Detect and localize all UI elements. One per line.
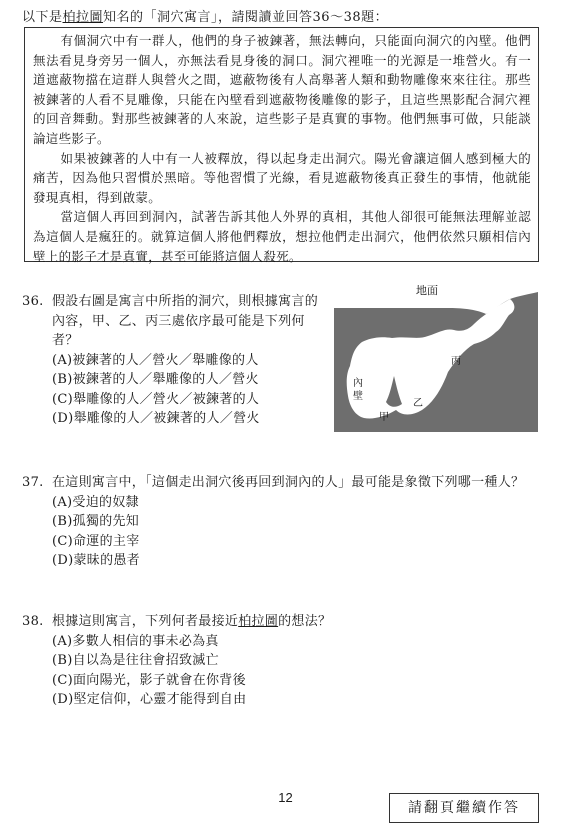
allegory-passage [24, 27, 539, 262]
question-body [52, 473, 542, 571]
inner-wall-label-2: 壁 [353, 391, 363, 402]
passage-paragraph: 當這個人再回到洞內，試著告訴其他人外界的真相，其他人卻很可能無法理解並認為這個人是瘋狂的。就算這個人將他們釋放，想拉他們走出洞穴，他們依然只願相信內壁上的影子才是真實，甚至可能將這個人殺死。 [33, 209, 531, 264]
passage-paragraph: 有個洞穴中有一群人，他們的身子被鍊著，無法轉向，只能面向洞穴的內壁。他們無法看見身旁另一個人，亦無法看見身後的洞口。洞穴裡唯一的光源是一堆營火。有一道遮蔽物擋在這群人與營火之間，遮蔽物後有人高舉著人類和動物雕像來來往往。那些被鍊著的人看不見雕像，只能在內壁看到遮蔽物後雕像的影子，且這些黑影配合洞穴裡的回音舞動。對那些被鍊著的人來說，這些影子是真實的事物。他們無事可做，只能談論這些影子。 [33, 33, 531, 146]
position-jia-label: 甲 [379, 412, 389, 423]
inner-wall-label-1: 內 [353, 378, 363, 389]
reading-instruction [22, 6, 388, 25]
question-stem [52, 614, 331, 629]
option-c[interactable]: (C)命運的主宰 [52, 533, 140, 549]
ground-label: 地面 [416, 284, 438, 297]
question-number: 38. [22, 614, 44, 629]
option-a[interactable]: (A)受迫的奴隸 [52, 494, 139, 510]
option-a[interactable]: (A)被鍊著的人／營火／舉雕像的人 [52, 352, 259, 368]
position-bing-label: 丙 [451, 356, 461, 367]
option-c[interactable]: (C)舉雕像的人／營火／被鍊著的人 [52, 391, 260, 407]
option-b[interactable]: (B)自以為是往往會招致滅亡 [52, 653, 219, 668]
option-a[interactable]: (A)多數人相信的事未必為真 [52, 633, 219, 649]
turn-page-notice: 請翻頁繼續作答 [389, 793, 539, 823]
passage-paragraph: 如果被鍊著的人中有一人被釋放，得以起身走出洞穴。陽光會讓這個人感到極大的痛苦，因為他只習慣於黑暗。等他習慣了光線，看見遮蔽物後真正發生的事情，他就能發現真相，得到啟蒙。 [33, 150, 531, 205]
option-c[interactable]: (C)面向陽光，影子就會在你背後 [52, 672, 246, 688]
option-d[interactable]: (D)舉雕像的人／被鍊著的人／營火 [52, 411, 260, 426]
question-number: 36. [22, 294, 44, 309]
position-yi-label: 乙 [413, 398, 423, 409]
option-b[interactable]: (B)被鍊著的人／舉雕像的人／營火 [52, 372, 259, 387]
stem-prefix: 根據這則寓言，下列何者最接近 [52, 614, 239, 629]
page-number: 12 [278, 790, 293, 805]
instruction-suffix: 知名的「洞穴寓言」，請閱讀並回答36～38題： [103, 10, 389, 25]
instruction-prefix: 以下是 [22, 10, 63, 25]
question-stem: 假設右圖是寓言中所指的洞穴，則根據寓言的內容，甲、乙、丙三處依序最可能是下列何者？ [52, 294, 319, 348]
plato-name: 柏拉圖 [62, 10, 104, 25]
question-stem: 在這則寓言中，「這個走出洞穴後再回到洞內的人」最可能是象徵下列哪一種人？ [52, 475, 525, 490]
option-b[interactable]: (B)孤獨的先知 [52, 514, 140, 529]
plato-name: 柏拉圖 [238, 614, 279, 629]
option-d[interactable]: (D)堅定信仰，心靈才能得到自由 [52, 692, 247, 707]
question-body [52, 612, 542, 710]
option-d[interactable]: (D)蒙昧的愚者 [52, 553, 140, 568]
question-body [52, 292, 318, 429]
stem-suffix: 的想法？ [278, 614, 332, 629]
cave-diagram [334, 284, 538, 432]
question-number: 37. [22, 475, 44, 490]
